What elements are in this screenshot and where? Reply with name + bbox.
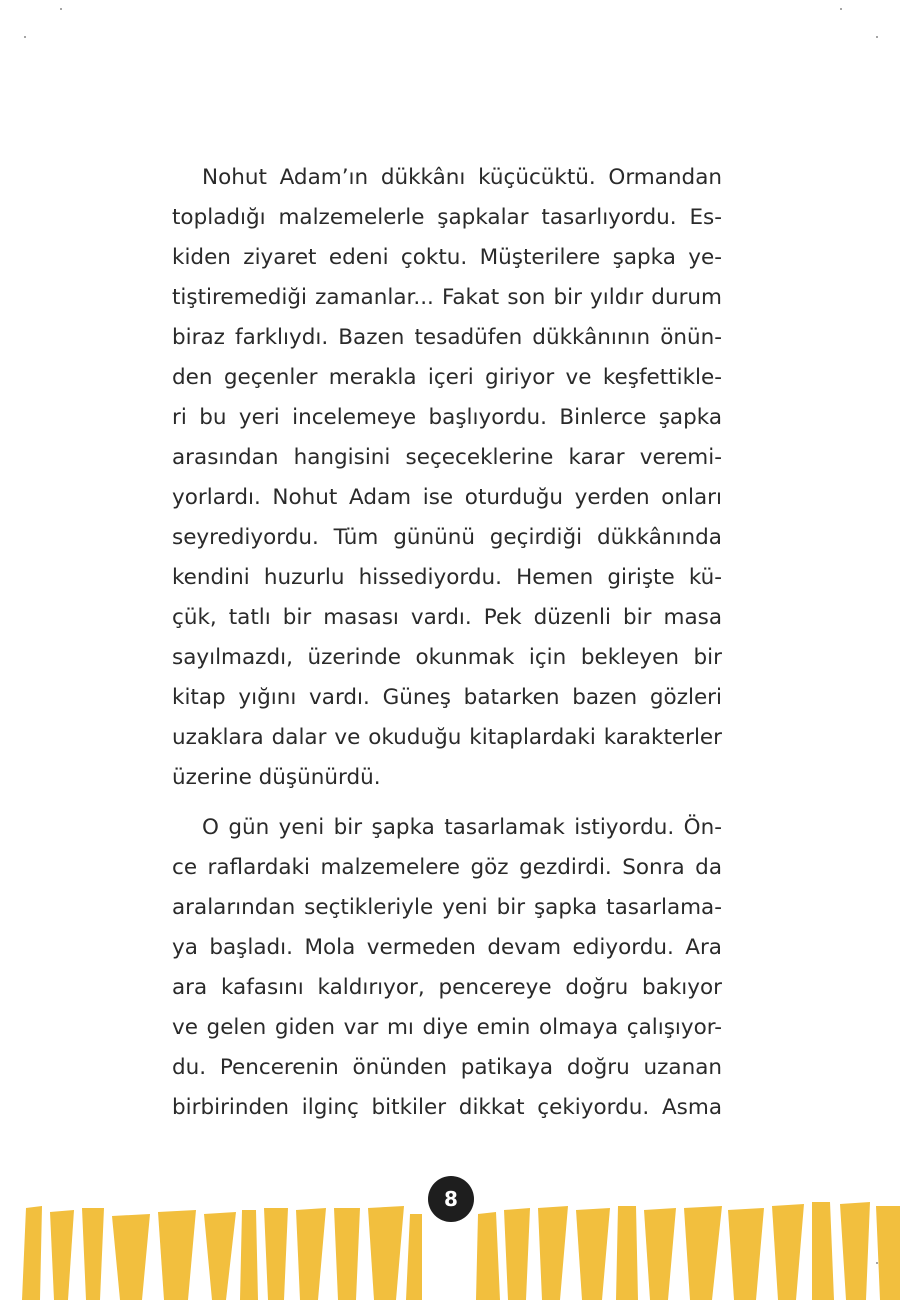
stripe-shape <box>538 1206 568 1300</box>
crop-mark <box>876 36 878 38</box>
stripe-shape <box>264 1208 288 1300</box>
text-line: üzerine düşünürdü. <box>172 765 381 790</box>
paragraph <box>172 158 722 798</box>
stripe-shape <box>576 1208 610 1300</box>
crop-mark <box>840 8 842 10</box>
stripe-shape <box>684 1206 722 1300</box>
stripe-shape <box>616 1206 638 1300</box>
text-line: O gün yeni bir şapka tasarlamak istiyordu. Ön- <box>202 815 722 840</box>
stripe-shape <box>296 1208 326 1300</box>
stripe-shape <box>204 1212 236 1300</box>
text-line: aralarından seçtikleriyle yeni bir şapka tasarlama- <box>172 895 722 920</box>
stripe-shape <box>728 1208 764 1300</box>
stripe-shape <box>368 1206 404 1300</box>
text-line: seyrediyordu. Tüm gününü geçirdiği dükkânında <box>172 525 722 550</box>
stripe-shape <box>82 1208 104 1300</box>
page-number-badge: 8 <box>428 1176 474 1222</box>
text-line: ara kafasını kaldırıyor, pencereye doğru bakıyor <box>172 975 722 1000</box>
stripe-shape <box>240 1210 258 1300</box>
stripe-shape <box>334 1208 360 1300</box>
text-line: sayılmazdı, üzerinde okunmak için bekleyen bir <box>172 645 722 670</box>
text-line: ce raflardaki malzemelere göz gezdirdi. Sonra da <box>172 855 722 880</box>
stripe-shape <box>876 1206 900 1300</box>
body-text <box>172 158 722 1128</box>
crop-mark <box>24 36 26 38</box>
stripe-shape <box>772 1204 804 1300</box>
text-line: kendini huzurlu hissediyordu. Hemen girişte kü- <box>172 565 722 590</box>
stripe-shape <box>812 1202 834 1300</box>
text-line: Nohut Adam’ın dükkânı küçücüktü. Ormandan <box>202 165 722 190</box>
text-line: topladığı malzemelerle şapkalar tasarlıyordu. Es- <box>172 205 722 230</box>
text-line: tiştiremediği zamanlar... Fakat son bir yıldır durum <box>172 285 722 310</box>
text-line: çük, tatlı bir masası vardı. Pek düzenli bir masa <box>172 605 722 630</box>
text-line: kiden ziyaret edeni çoktu. Müşterilere şapka ye- <box>172 245 722 270</box>
text-line: yorlardı. Nohut Adam ise oturduğu yerden onları <box>172 485 722 510</box>
text-line: ri bu yeri incelemeye başlıyordu. Binlerce şapka <box>172 405 722 430</box>
stripe-shape <box>50 1210 74 1300</box>
stripe-shape <box>644 1208 676 1300</box>
text-line: birbirinden ilginç bitkiler dikkat çekiyordu. Asma <box>172 1095 722 1120</box>
text-line: uzaklara dalar ve okuduğu kitaplardaki karakterler <box>172 725 722 750</box>
stripe-shape <box>476 1212 500 1300</box>
stripe-shape <box>406 1214 422 1300</box>
stripe-shape <box>22 1206 42 1300</box>
stripe-shape <box>840 1202 870 1300</box>
stripe-shape <box>158 1210 196 1300</box>
text-line: biraz farklıydı. Bazen tesadüfen dükkânının önün- <box>172 325 722 350</box>
text-line: du. Pencerenin önünden patikaya doğru uzanan <box>172 1055 722 1080</box>
text-line: arasından hangisini seçeceklerine karar veremi- <box>172 445 722 470</box>
stripe-shape <box>112 1214 150 1300</box>
stripe-shape <box>504 1208 530 1300</box>
text-line: ya başladı. Mola vermeden devam ediyordu. Ara <box>172 935 722 960</box>
text-line: kitap yığını vardı. Güneş batarken bazen gözleri <box>172 685 722 710</box>
paragraph <box>172 808 722 1128</box>
text-line: ve gelen giden var mı diye emin olmaya çalışıyor- <box>172 1015 722 1040</box>
text-line: den geçenler merakla içeri giriyor ve keşfettikle- <box>172 365 722 390</box>
crop-mark <box>60 8 62 10</box>
